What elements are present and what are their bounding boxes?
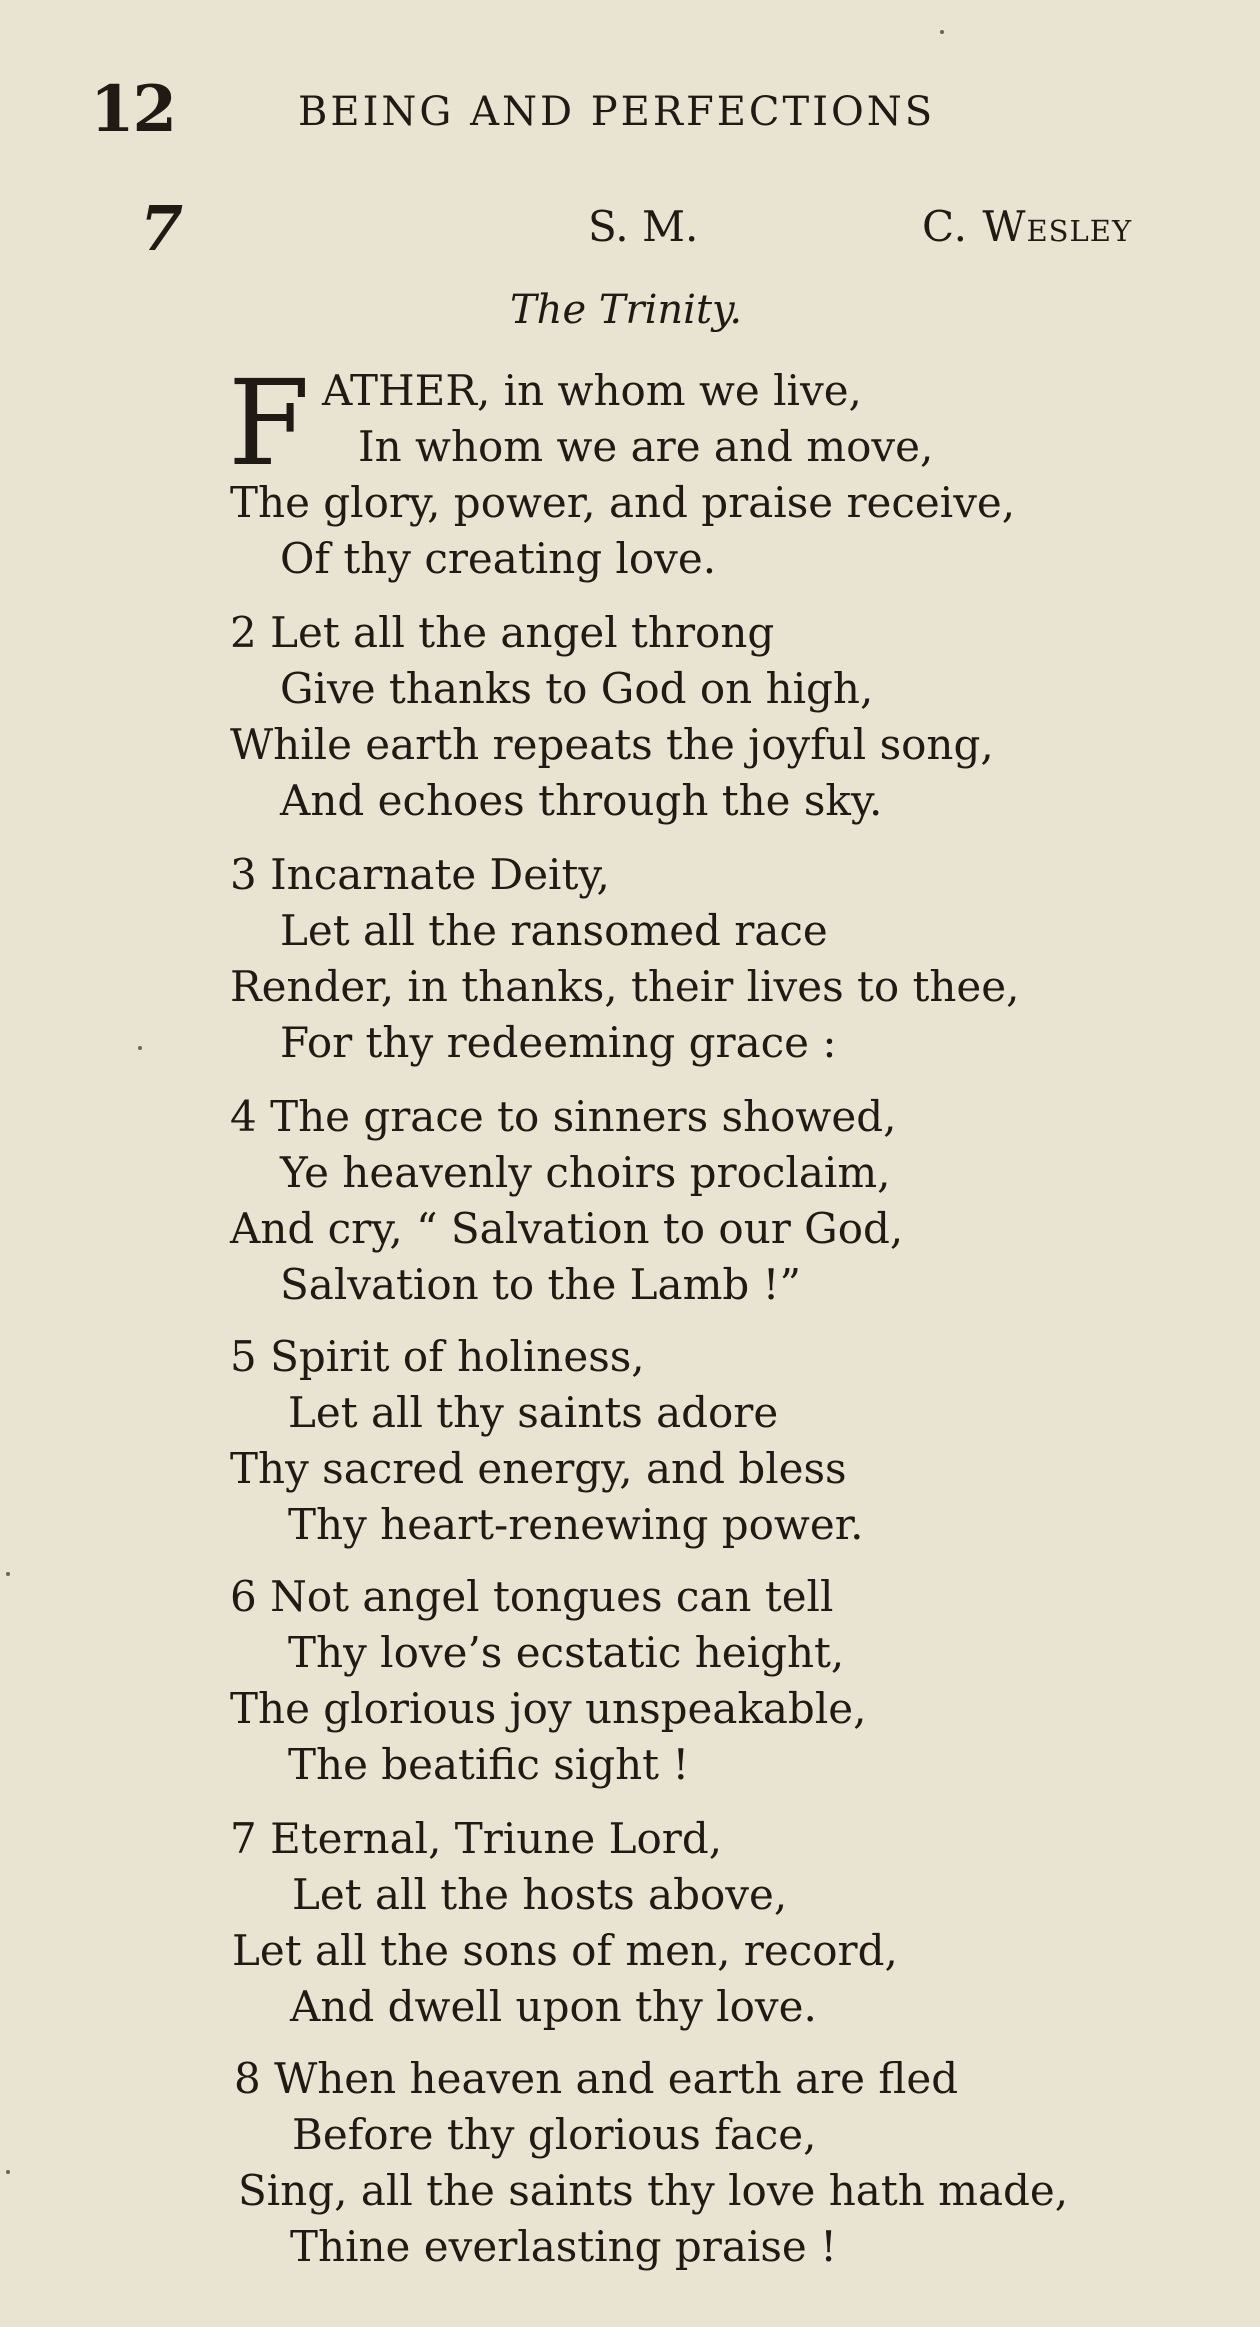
hymn-title: The Trinity.: [510, 287, 743, 333]
stanza-6-line-4: The beatific sight !: [288, 1740, 690, 1789]
stanza-5-line-2: Let all thy saints adore: [288, 1388, 779, 1437]
stanza-5-line-1: 5 Spirit of holiness,: [230, 1332, 645, 1381]
hymn-author: C. Wesley: [922, 202, 1133, 251]
stanza-4-line-3: And cry, “ Salvation to our God,: [230, 1204, 904, 1253]
stanza-2-line-1: 2 Let all the angel throng: [230, 608, 775, 657]
stanza-6-line-1: 6 Not angel tongues can tell: [230, 1572, 834, 1621]
running-head: BEING AND PERFECTIONS: [298, 89, 936, 135]
stanza-2-line-4: And echoes through the sky.: [280, 776, 883, 825]
stanza-8-line-4: Thine everlasting praise !: [290, 2222, 837, 2271]
page-number: 12: [90, 72, 176, 147]
scan-speck: [6, 2170, 10, 2174]
stanza-1-line-1: ATHER, in whom we live,: [322, 366, 862, 415]
stanza-4-line-4: Salvation to the Lamb !”: [280, 1260, 802, 1309]
stanza-3-line-4: For thy redeeming grace :: [280, 1018, 837, 1067]
stanza-7-line-4: And dwell upon thy love.: [290, 1982, 817, 2031]
stanza-1-line-4: Of thy creating love.: [280, 534, 717, 583]
stanza-7-line-2: Let all the hosts above,: [292, 1870, 788, 1919]
hymn-number: 7: [140, 192, 184, 265]
stanza-8-line-2: Before thy glorious face,: [292, 2110, 817, 2159]
scan-speck: [6, 1572, 10, 1576]
stanza-4-line-2: Ye heavenly choirs proclaim,: [280, 1148, 891, 1197]
stanza-2-line-3: While earth repeats the joyful song,: [230, 720, 994, 769]
scan-speck: [940, 30, 944, 34]
stanza-2-line-2: Give thanks to God on high,: [280, 664, 874, 713]
stanza-1-line-3: The glory, power, and praise receive,: [230, 478, 1016, 527]
hymn-meter: S. M.: [588, 202, 699, 251]
stanza-5-line-3: Thy sacred energy, and bless: [230, 1444, 847, 1493]
stanza-7-line-1: 7 Eternal, Triune Lord,: [230, 1814, 723, 1863]
stanza-3-line-3: Render, in thanks, their lives to thee,: [230, 962, 1020, 1011]
drop-cap: F: [228, 354, 310, 492]
stanza-6-line-3: The glorious joy unspeakable,: [230, 1684, 867, 1733]
stanza-8-line-3: Sing, all the saints thy love hath made,: [238, 2166, 1069, 2215]
stanza-6-line-2: Thy love’s ecstatic height,: [288, 1628, 845, 1677]
stanza-7-line-3: Let all the sons of men, record,: [232, 1926, 898, 1975]
stanza-8-line-1: 8 When heaven and earth are fled: [234, 2054, 959, 2103]
stanza-3-line-1: 3 Incarnate Deity,: [230, 850, 610, 899]
stanza-1-line-2: In whom we are and move,: [358, 422, 934, 471]
stanza-4-line-1: 4 The grace to sinners showed,: [230, 1092, 897, 1141]
scan-speck: [138, 1046, 142, 1050]
stanza-3-line-2: Let all the ransomed race: [280, 906, 828, 955]
stanza-5-line-4: Thy heart-renewing power.: [288, 1500, 864, 1549]
